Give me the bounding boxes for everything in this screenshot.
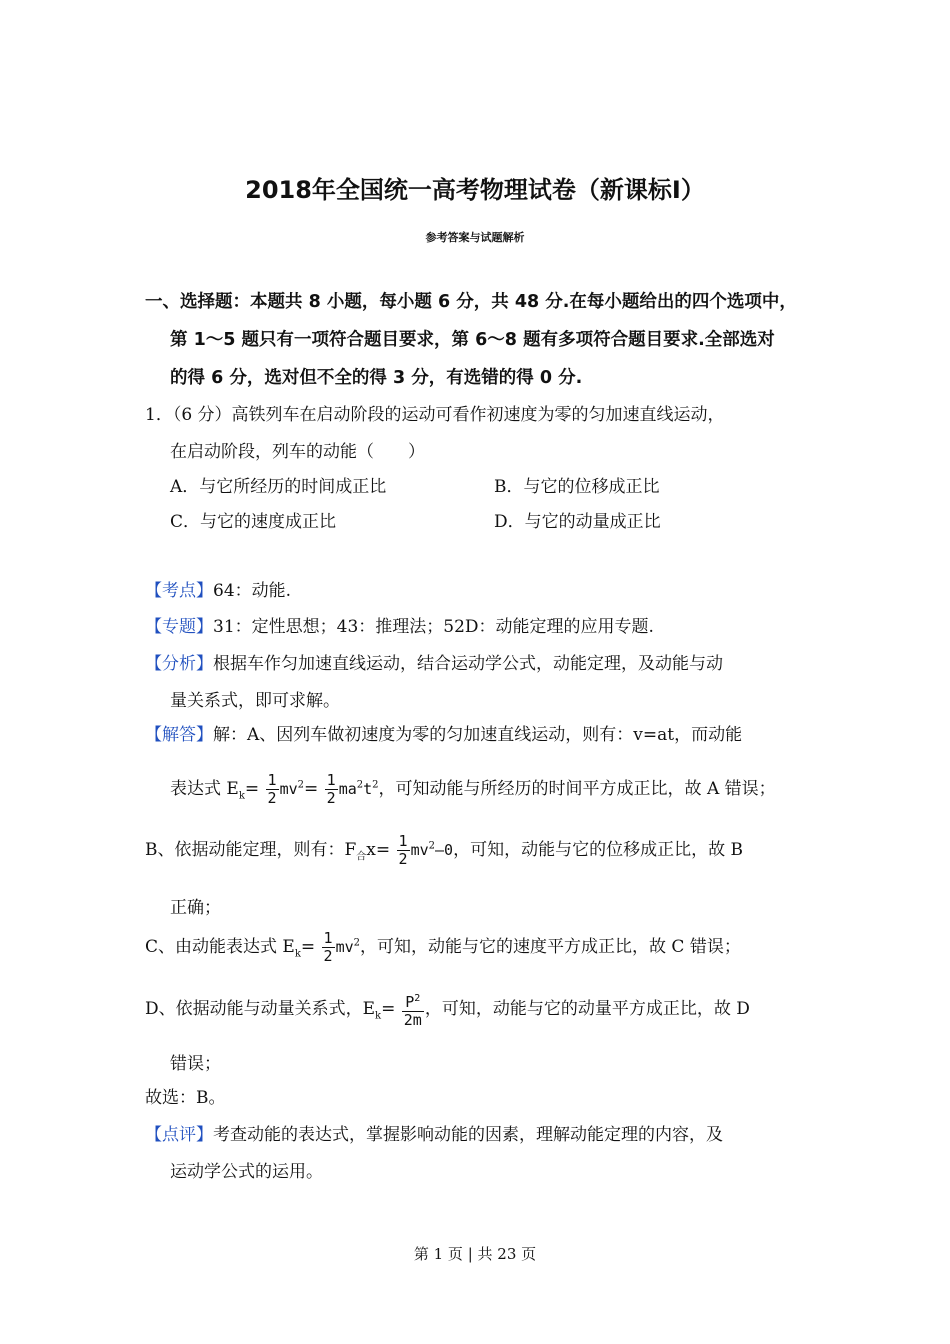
equals-sign: = [300, 937, 316, 957]
dianping-tag: 【点评】 [145, 1125, 213, 1145]
dianping-text: 考查动能的表达式，掌握影响动能的因素，理解动能定理的内容，及 [213, 1125, 723, 1145]
answer-line: 故选：B。 [145, 1088, 226, 1108]
equals-sign: = [381, 999, 396, 1019]
minus-zero: –0 [435, 841, 454, 859]
question-line1: 1．（6 分）高铁列车在启动阶段的运动可看作初速度为零的匀加速直线运动， [145, 405, 725, 425]
fenxi-tag: 【分析】 [145, 654, 213, 674]
page-footer: 第 1 页 | 共 23 页 [413, 1245, 537, 1263]
mv-term: mv [279, 780, 298, 798]
jieda-line1 [145, 720, 742, 745]
k-sub: k [238, 790, 245, 802]
section-heading-line3: 的得 6 分，选对但不全的得 3 分，有选错的得 0 分. [170, 368, 583, 388]
frac-den: 2 [398, 850, 408, 868]
frac-num: 1 [267, 771, 277, 789]
option-b: B．与它的位移成正比 [494, 477, 660, 497]
exp-2: 2 [428, 840, 436, 852]
frac-num [402, 990, 424, 1012]
solution-b-line2: 正确； [170, 898, 221, 918]
solution-b-suffix: ，可知，动能与它的位移成正比，故 B [453, 840, 743, 860]
jieda-text: 解：A、因列车做初速度为零的匀加速直线运动，则有：v=at，而动能 [213, 725, 743, 745]
exp-2: 2 [297, 779, 305, 791]
fenxi-text: 根据车作匀加速直线运动，结合运动学公式，动能定理，及动能与动 [213, 654, 723, 674]
jieda-tag: 【解答】 [145, 725, 213, 745]
fraction-half [397, 833, 410, 868]
frac-den: 2 [267, 789, 277, 807]
solution-a-line [170, 772, 776, 807]
equals-sign: = [244, 779, 260, 799]
frac-den: 2m [403, 1011, 422, 1029]
fraction-half [325, 772, 338, 807]
zhuanti-line [145, 612, 654, 637]
zhuanti-tag: 【专题】 [145, 617, 213, 637]
fraction-half [322, 930, 335, 965]
x-eq: x= [366, 840, 391, 860]
kaodian-tag: 【考点】 [145, 581, 213, 601]
exp-2: 2 [356, 779, 364, 791]
solution-d-line2: 错误； [170, 1054, 221, 1074]
mv-term: mv [410, 841, 429, 859]
mv-term: mv [335, 938, 354, 956]
p-term: P [405, 993, 415, 1011]
solution-d-line [145, 990, 750, 1029]
t-term: t [363, 780, 373, 798]
equals-sign: = [304, 779, 319, 799]
fraction-p2-over-2m [402, 990, 424, 1029]
fenxi-line1 [145, 649, 723, 674]
fenxi-line2: 量关系式，即可求解。 [170, 691, 340, 711]
option-d: D．与它的动量成正比 [494, 512, 661, 532]
solution-b-prefix: B、依据动能定理，则有：F [145, 840, 357, 860]
k-sub: k [294, 948, 301, 960]
solution-b-line [145, 833, 743, 868]
frac-num: 1 [323, 929, 333, 947]
frac-den: 2 [326, 789, 336, 807]
frac-den: 2 [323, 947, 333, 965]
zhuanti-text: 31：定性思想；43：推理法；52D：动能定理的应用专题. [213, 617, 654, 637]
solution-d-prefix: D、依据动能与动量关系式，E [145, 999, 376, 1019]
option-c: C．与它的速度成正比 [170, 512, 337, 532]
he-sub: 合 [356, 851, 367, 863]
option-a: A．与它所经历的时间成正比 [170, 477, 387, 497]
k-sub: k [375, 1010, 382, 1022]
solution-a-prefix: 表达式 E [170, 779, 239, 799]
dianping-line2: 运动学公式的运用。 [170, 1162, 323, 1182]
exp-2: 2 [414, 993, 421, 1004]
frac-num: 1 [398, 832, 408, 850]
section-heading-line2: 第 1～5 题只有一项符合题目要求，第 6～8 题有多项符合题目要求.全部选对 [170, 330, 775, 350]
fraction-half [266, 772, 279, 807]
ma-term: ma [338, 780, 357, 798]
solution-c-line [145, 930, 741, 965]
solution-c-prefix: C、由动能表达式 E [145, 937, 295, 957]
solution-a-suffix: ，可知动能与所经历的时间平方成正比，故 A 错误； [378, 779, 776, 799]
dianping-line1 [145, 1120, 723, 1145]
page-title: 2018年全国统一高考物理试卷（新课标Ⅰ） [245, 176, 705, 204]
kaodian-text: 64：动能. [213, 581, 292, 601]
frac-num: 1 [326, 771, 336, 789]
page-subtitle: 参考答案与试题解析 [425, 231, 525, 244]
solution-d-suffix: ，可知，动能与它的动量平方成正比，故 D [424, 999, 750, 1019]
question-line2: 在启动阶段，列车的动能（ ） [170, 442, 425, 462]
kaodian-line [145, 576, 291, 601]
exp-2: 2 [372, 779, 379, 791]
section-heading-line1: 一、选择题：本题共 8 小题，每小题 6 分，共 48 分.在每小题给出的四个选项中， [145, 292, 797, 312]
solution-c-suffix: ，可知，动能与它的速度平方成正比，故 C 错误； [360, 937, 741, 957]
exp-2: 2 [353, 937, 361, 949]
